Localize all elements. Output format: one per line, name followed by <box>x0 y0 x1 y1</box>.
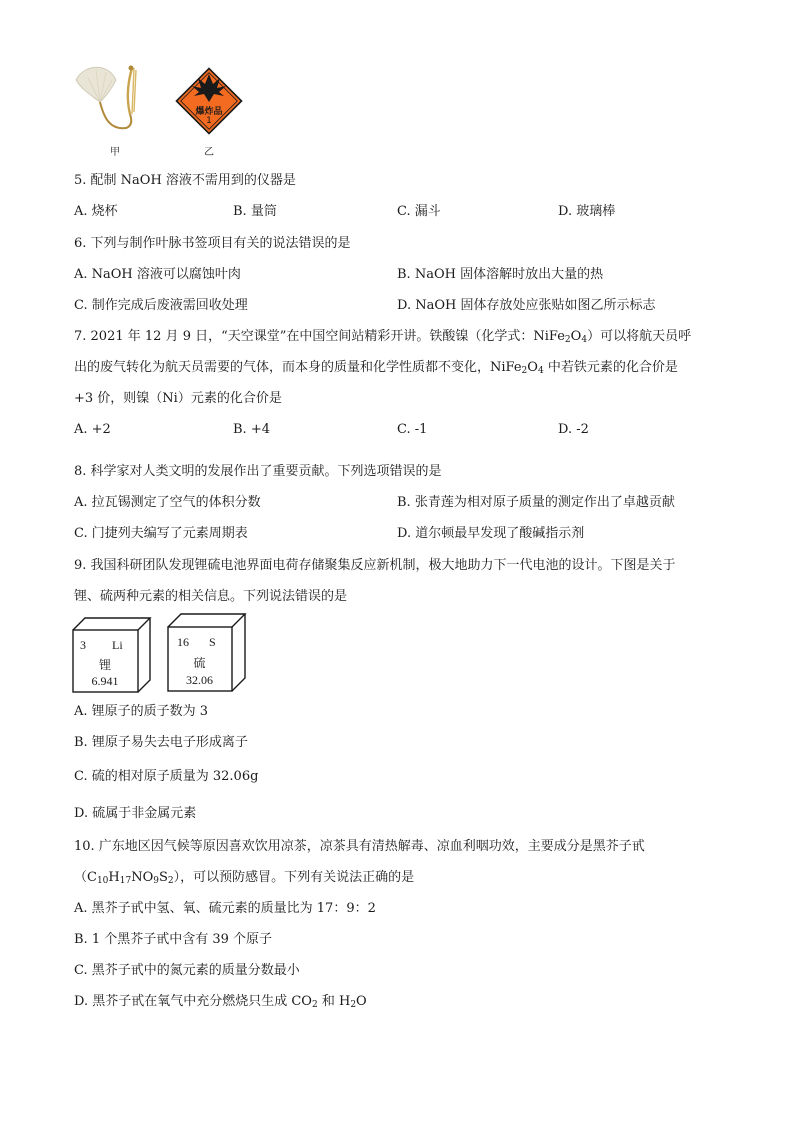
figure-caption-jia: 甲 <box>110 147 120 158</box>
q5-stem: 5. 配制 NaOH 溶液不需用到的仪器是 <box>74 173 296 188</box>
q10-option-d: D. 黑芥子甙在氧气中充分燃烧只生成 $CO_2$ 和 $H_2O$ <box>74 994 367 1010</box>
q6-option-a: A. NaOH 溶液可以腐蚀叶肉 <box>74 267 241 282</box>
lithium-name: 锂 <box>98 658 111 672</box>
sign-number: 1 <box>206 116 212 126</box>
q5-option-d: D. 玻璃棒 <box>558 204 616 219</box>
q9-stem-line-2: 锂、硫两种元素的相关信息。下列说法错误的是 <box>74 589 348 604</box>
element-card-sulfur <box>167 613 247 693</box>
q9-option-a: A. 锂原子的质子数为 3 <box>74 704 209 719</box>
q9-option-b: B. 锂原子易失去电子形成离子 <box>74 735 248 750</box>
q7-option-a: A. +2 <box>74 422 111 437</box>
sulfur-atomic-mass: 32.06 <box>186 673 213 687</box>
q7-option-c: C. -1 <box>397 422 428 437</box>
sulfur-name: 硫 <box>193 656 206 670</box>
q7-option-d: D. -2 <box>558 422 589 437</box>
q5-option-c: C. 漏斗 <box>397 204 441 219</box>
q9-option-d: D. 硫属于非金属元素 <box>74 806 197 821</box>
sign-text: 爆炸品 <box>195 107 223 117</box>
q8-stem: 8. 科学家对人类文明的发展作出了重要贡献。下列选项错误的是 <box>74 464 442 479</box>
q10-stem-line-1: 10. 广东地区因气候等原因喜欢饮用凉茶，凉茶具有清热解毒、凉血利咽功效，主要成分是黑芥子甙 <box>74 839 645 854</box>
q6-stem: 6. 下列与制作叶脉书签项目有关的说法错误的是 <box>74 236 351 251</box>
q9-stem-line-1: 9. 我国科研团队发现锂硫电池界面电荷存储聚集反应新机制，极大地助力下一代电池的设计。下图是关于 <box>74 558 676 573</box>
q7-stem-line-1: 7. 2021 年 12 月 9 日，“天空课堂”在中国空间站精彩开讲。铁酸镍（化学式：$NiFe_2O_4$）可以将航天员呼 <box>74 329 692 345</box>
lithium-symbol: Li <box>112 638 123 652</box>
q10-option-a: A. 黑芥子甙中氢、氧、硫元素的质量比为 17：9：2 <box>74 901 376 916</box>
q6-option-d: D. NaOH 固体存放处应张贴如图乙所示标志 <box>397 298 656 313</box>
q9-option-c: C. 硫的相对原子质量为 32.06g <box>74 769 259 784</box>
q8-option-d: D. 道尔顿最早发现了酸碱指示剂 <box>397 526 585 541</box>
q10-stem-line-2: $(C_{10}H_{17}NO_9S_2)$，可以预防感冒。下列有关说法正确的是 <box>74 870 415 886</box>
q10-option-b: B. 1 个黑芥子甙中含有 39 个原子 <box>74 932 273 947</box>
q5-option-a: A. 烧杯 <box>74 204 118 219</box>
q7-option-b: B. +4 <box>233 422 270 437</box>
element-card-lithium <box>72 617 152 693</box>
q8-option-a: A. 拉瓦锡测定了空气的体积分数 <box>74 495 261 510</box>
ginkgo-bookmark-image <box>70 62 154 140</box>
q8-option-b: B. 张青莲为相对原子质量的测定作出了卓越贡献 <box>397 495 675 510</box>
q7-stem-line-3: +3 价，则镍（Ni）元素的化合价是 <box>74 391 282 406</box>
explosive-hazard-sign <box>172 64 246 138</box>
q6-option-b: B. NaOH 固体溶解时放出大量的热 <box>397 267 604 282</box>
q5-option-b: B. 量筒 <box>233 204 277 219</box>
lithium-atomic-mass: 6.941 <box>91 674 119 688</box>
figure-caption-yi: 乙 <box>204 147 214 158</box>
sulfur-atomic-number: 16 <box>177 635 189 649</box>
sulfur-symbol: S <box>209 635 216 649</box>
q7-stem-line-2: 出的废气转化为航天员需要的气体，而本身的质量和化学性质都不变化，$NiFe_2O_4$ 中若铁元素的化合价是 <box>74 360 678 376</box>
q10-option-c: C. 黑芥子甙中的氮元素的质量分数最小 <box>74 963 300 978</box>
q8-option-c: C. 门捷列夫编写了元素周期表 <box>74 526 248 541</box>
lithium-atomic-number: 3 <box>80 638 86 652</box>
q6-option-c: C. 制作完成后废液需回收处理 <box>74 298 248 313</box>
